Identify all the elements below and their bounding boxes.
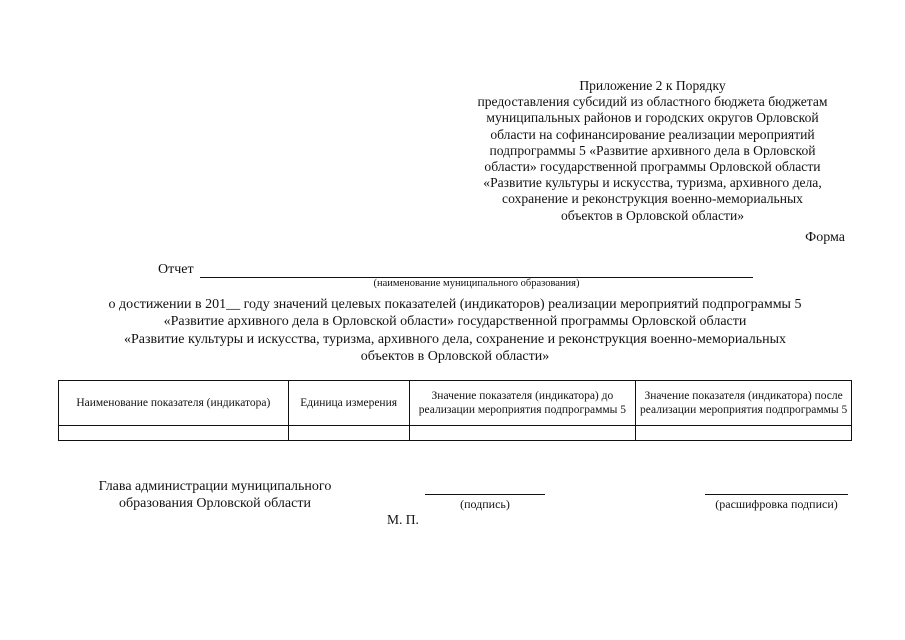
appendix-line: Приложение 2 к Порядку [579,78,726,93]
report-title-line: «Развитие архивного дела в Орловской области» государственной программы Орловской области [163,314,747,330]
report-title-line: объектов в Орловской области» [360,348,550,364]
appendix-line: предоставления субсидий из областного бюджета бюджетам [477,94,828,110]
report-label: Отчет [158,262,194,277]
header-value-after: Значение показателя (индикатора) после реализации мероприятия подпрограммы 5 [636,381,852,426]
header-indicator-name: Наименование показателя (индикатора) [59,381,289,426]
table-cell[interactable] [636,426,852,441]
appendix-line: области» государственной программы Орловской области [484,159,821,175]
table-header-row [59,381,852,426]
appendix-line: подпрограммы 5 «Развитие архивного дела в Орловской [489,142,816,158]
signature-decoding-line[interactable] [705,494,848,495]
table-cell[interactable] [59,426,289,441]
appendix-line: области на софинансирование реализации мероприятий [490,126,815,142]
stamp-placeholder: М. П. [387,512,419,527]
signature-caption: (подпись) [460,497,510,511]
head-of-administration [60,478,370,512]
head-line: образования Орловской области [119,496,311,511]
form-label: Форма [805,230,845,245]
indicators-table [58,380,852,441]
table-cell[interactable] [409,426,636,441]
header-value-before: Значение показателя (индикатора) до реализации мероприятия подпрограммы 5 [409,381,636,426]
header-unit: Единица измерения [288,381,409,426]
report-title-line: о достижении в 201__ году значений целевых показателей (индикаторов) реализации мероприятий подпрограммы 5 [108,297,802,312]
appendix-line: «Развитие культуры и искусства, туризма, архивного дела, [483,175,822,191]
report-title [40,296,870,365]
appendix-line: муниципальных районов и городских округов Орловской [486,110,819,126]
table-row [59,426,852,441]
appendix-header [440,78,865,224]
table-cell[interactable] [288,426,409,441]
report-title-line: «Развитие культуры и искусства, туризма, архивного дела, сохранение и реконструкция военно-мемориальных [124,331,786,347]
head-line: Глава администрации муниципального [98,479,332,494]
municipality-caption: (наименование муниципального образования) [373,278,580,289]
signature-line[interactable] [425,494,545,495]
signature-decoding-caption: (расшифровка подписи) [715,497,838,511]
appendix-line: объектов в Орловской области» [560,207,745,223]
appendix-line: сохранение и реконструкция военно-мемориальных [502,191,803,207]
